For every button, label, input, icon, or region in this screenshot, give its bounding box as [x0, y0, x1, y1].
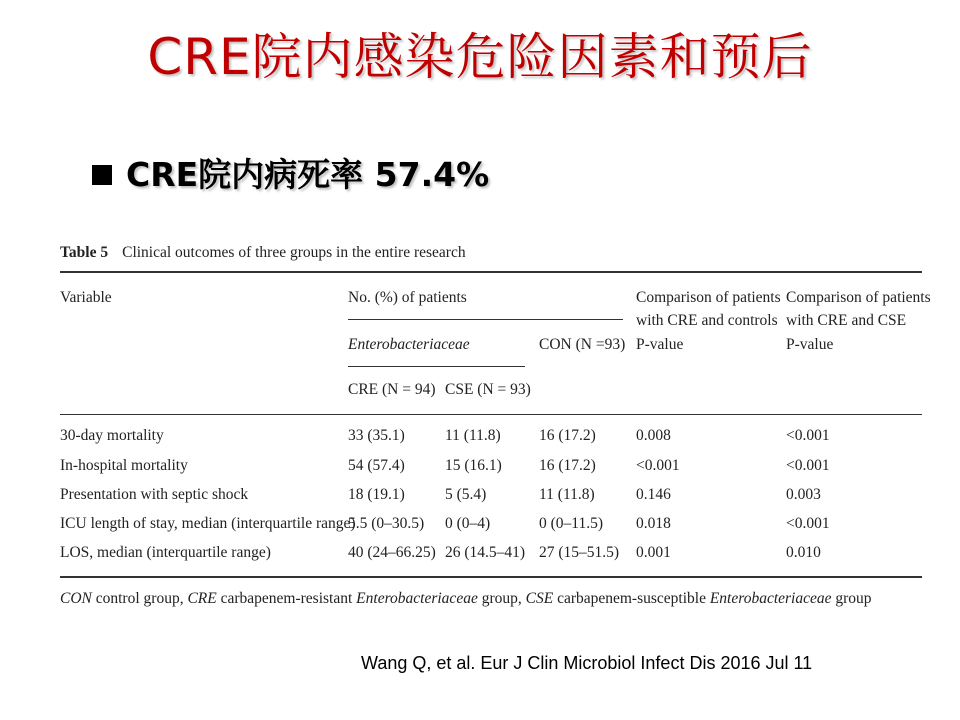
table-top-rule: [60, 271, 922, 273]
row-con: 0 (0–11.5): [539, 515, 603, 532]
footnote-entero-1: Enterobacteriaceae: [356, 590, 478, 607]
footnote-group-2: group: [831, 590, 872, 607]
row-cre: 40 (24–66.25): [348, 544, 436, 561]
footnote-cre-text: carbapenem-resistant: [216, 590, 357, 607]
footnote-con-text: control group,: [91, 590, 188, 607]
row-p1: 0.146: [636, 486, 671, 503]
header-cmp1-line3: P-value: [636, 336, 684, 353]
row-con: 11 (11.8): [539, 486, 595, 503]
row-cse: 26 (14.5–41): [445, 544, 526, 561]
row-p2: <0.001: [786, 427, 830, 444]
footnote-cse-text: carbapenem-susceptible: [553, 590, 710, 607]
footnote-cse-abbr: CSE: [525, 590, 554, 607]
table-bottom-rule: [60, 576, 922, 578]
header-variable: Variable: [60, 289, 112, 306]
table-label: Table 5: [60, 244, 109, 261]
row-cre: 33 (35.1): [348, 427, 405, 444]
header-enterobacteriaceae: Enterobacteriaceae: [348, 336, 470, 353]
row-cre: 5.5 (0–30.5): [348, 515, 425, 532]
row-cre: 54 (57.4): [348, 457, 405, 474]
row-con: 16 (17.2): [539, 427, 596, 444]
bullet-text: CRE院内病死率 57.4%: [126, 155, 490, 194]
table-caption-text: Clinical outcomes of three groups in the entire research: [122, 244, 466, 261]
header-bottom-rule: [60, 414, 922, 415]
header-subrule: [348, 319, 623, 320]
row-variable: LOS, median (interquartile range): [60, 544, 271, 561]
header-no-patients: No. (%) of patients: [348, 289, 467, 306]
header-entero-rule: [348, 366, 525, 367]
bullet-square-icon: [92, 165, 112, 185]
footnote-entero-2: Enterobacteriaceae: [709, 590, 832, 607]
citation: Wang Q, et al. Eur J Clin Microbiol Infect Dis 2016 Jul 11: [361, 653, 813, 673]
header-cmp2-line1: Comparison of patients: [786, 289, 931, 306]
row-p2: <0.001: [786, 457, 830, 474]
row-p2: 0.010: [786, 544, 821, 561]
header-cre: CRE (N = 94): [348, 381, 436, 398]
footnote-group-1: group,: [477, 590, 526, 607]
row-p1: 0.018: [636, 515, 671, 532]
header-cse: CSE (N = 93): [445, 381, 531, 398]
row-variable: 30-day mortality: [60, 427, 164, 444]
row-con: 27 (15–51.5): [539, 544, 620, 561]
bullet-point: [92, 150, 489, 200]
row-p1: <0.001: [636, 457, 680, 474]
row-cse: 5 (5.4): [445, 486, 487, 503]
row-variable: ICU length of stay, median (interquartile range): [60, 515, 356, 532]
row-p2: 0.003: [786, 486, 821, 503]
header-cmp2-line3: P-value: [786, 336, 834, 353]
row-variable: Presentation with septic shock: [60, 486, 249, 503]
slide-title: CRE院内感染危险因素和预后: [147, 28, 813, 86]
table-caption: [60, 244, 466, 262]
header-cmp1-line2: with CRE and controls: [636, 312, 778, 329]
row-variable: In-hospital mortality: [60, 457, 188, 474]
row-cse: 15 (16.1): [445, 457, 502, 474]
row-p2: <0.001: [786, 515, 830, 532]
footnote-cre-abbr: CRE: [187, 590, 217, 607]
row-con: 16 (17.2): [539, 457, 596, 474]
header-con: CON (N =93): [539, 336, 626, 353]
row-cse: 11 (11.8): [445, 427, 501, 444]
row-p1: 0.001: [636, 544, 671, 561]
footnote-con-abbr: CON: [60, 590, 92, 607]
header-cmp2-line2: with CRE and CSE: [786, 312, 907, 329]
row-cre: 18 (19.1): [348, 486, 405, 503]
table-footnote: [60, 590, 872, 608]
header-cmp1-line1: Comparison of patients: [636, 289, 781, 306]
row-cse: 0 (0–4): [445, 515, 491, 532]
row-p1: 0.008: [636, 427, 671, 444]
